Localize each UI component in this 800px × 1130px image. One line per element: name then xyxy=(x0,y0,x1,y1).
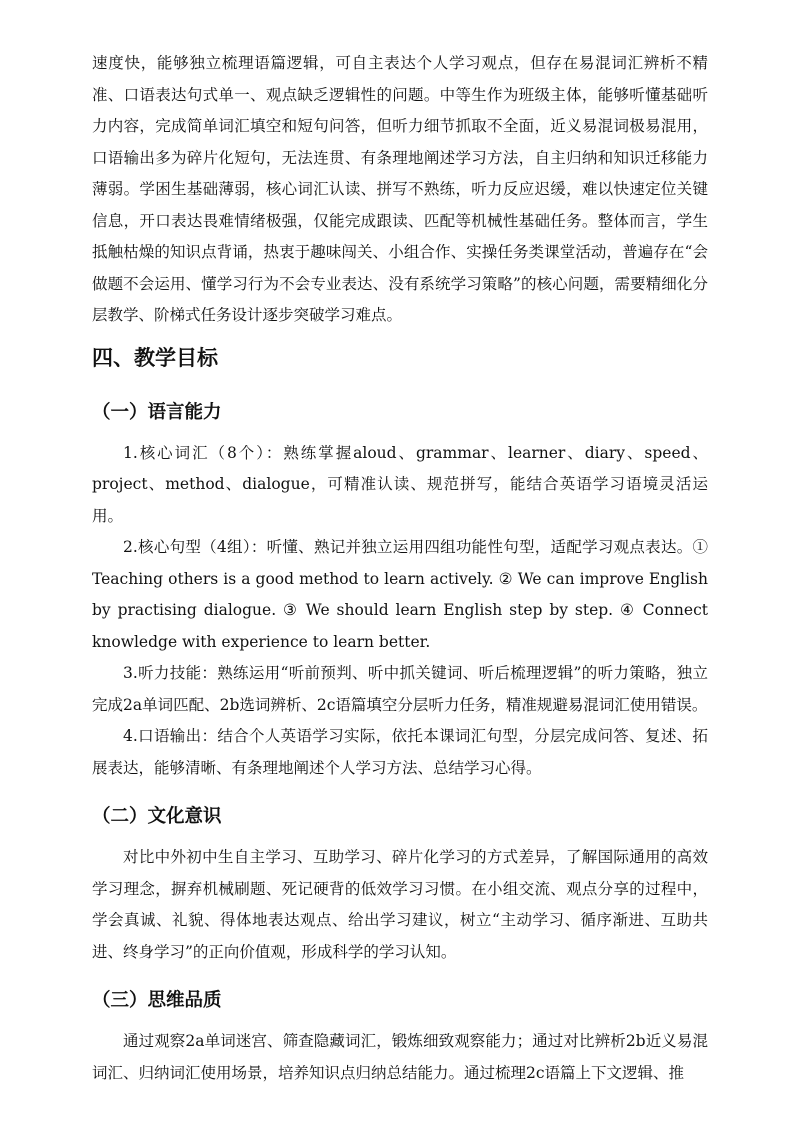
thinking-quality-paragraph: 通过观察2a单词迷宫、筛查隐藏词汇，锻炼细致观察能力；通过对比辨析2b近义易混词汇、归纳词汇使用场景，培养知识点归纳总结能力。通过梳理2c语篇上下文逻辑、推 xyxy=(92,1032,708,1082)
subsection-title: （二）文化意识 xyxy=(92,806,222,827)
section-title: 四、教学目标 xyxy=(92,345,218,370)
subsection-title: （一）语言能力 xyxy=(92,401,222,423)
cultural-awareness-paragraph: 对比中外初中生自主学习、互助学习、碎片化学习的方式差异，了解国际通用的高效学习理念，摒弃机械刷题、死记硬背的低效学习习惯。在小组交流、观点分享的过程中，学会真诚、礼貌、得体地表达观点、给出学习建议，树立“主动学习、循序渐进、互助共进、终身学习”的正向价值观，形成科学的学习认知。 xyxy=(92,848,708,961)
subsection-title: （三）思维品质 xyxy=(92,990,222,1011)
subsection-cultural-awareness xyxy=(92,798,708,968)
subsection-thinking-quality xyxy=(92,982,708,1089)
subsection-language-ability xyxy=(92,394,708,785)
goal-listening-skill: 3.听力技能：熟练运用“听前预判、听中抓关键词、听后梳理逻辑”的听力策略，独立完成2a单词匹配、2b选词辨析、2c语篇填空分层听力任务，精准规避易混词汇使用错误。 xyxy=(92,664,708,714)
goal-oral-output: 4.口语输出：结合个人英语学习实际，依托本课词汇句型，分层完成问答、复述、拓展表达，能够清晰、有条理地阐述个人学习方法、总结学习心得。 xyxy=(92,727,708,777)
continuation-paragraph: 速度快，能够独立梳理语篇逻辑，可自主表达个人学习观点，但存在易混词汇辨析不精准、口语表达句式单一、观点缺乏逻辑性的问题。中等生作为班级主体，能够听懂基础听力内容，完成简单词汇填空和短句问答，但听力细节抓取不全面，近义易混词极易混用，口语输出多为碎片化短句，无法连贯、有条理地阐述学习方法，自主归纳和知识迁移能力薄弱。学困生基础薄弱，核心词汇认读、拼写不熟练，听力反应迟缓，难以快速定位关键信息，开口表达畏难情绪极强，仅能完成跟读、匹配等机械性基础任务。整体而言，学生抵触枯燥的知识点背诵，热衷于趣味闯关、小组合作、实操任务类课堂活动，普遍存在“会做题不会运用、懂学习行为不会专业表达、没有系统学习策略”的核心问题，需要精细化分层教学、阶梯式任务设计逐步突破学习难点。 xyxy=(92,54,708,324)
goal-core-sentences: 2.核心句型（4组）：听懂、熟记并独立运用四组功能性句型，适配学习观点表达。① Teaching others is a good method to learn actively. ② We can improve English by practising dialogue. ③ We should learn English step by step. ④ Connect knowledge with experience to learn better. xyxy=(92,538,708,651)
goal-core-vocabulary: 1.核心词汇（8个）：熟练掌握aloud、grammar、learner、diary、speed、project、method、dialogue，可精准认读、规范拼写，能结合英语学习语境灵活运用。 xyxy=(92,443,708,525)
